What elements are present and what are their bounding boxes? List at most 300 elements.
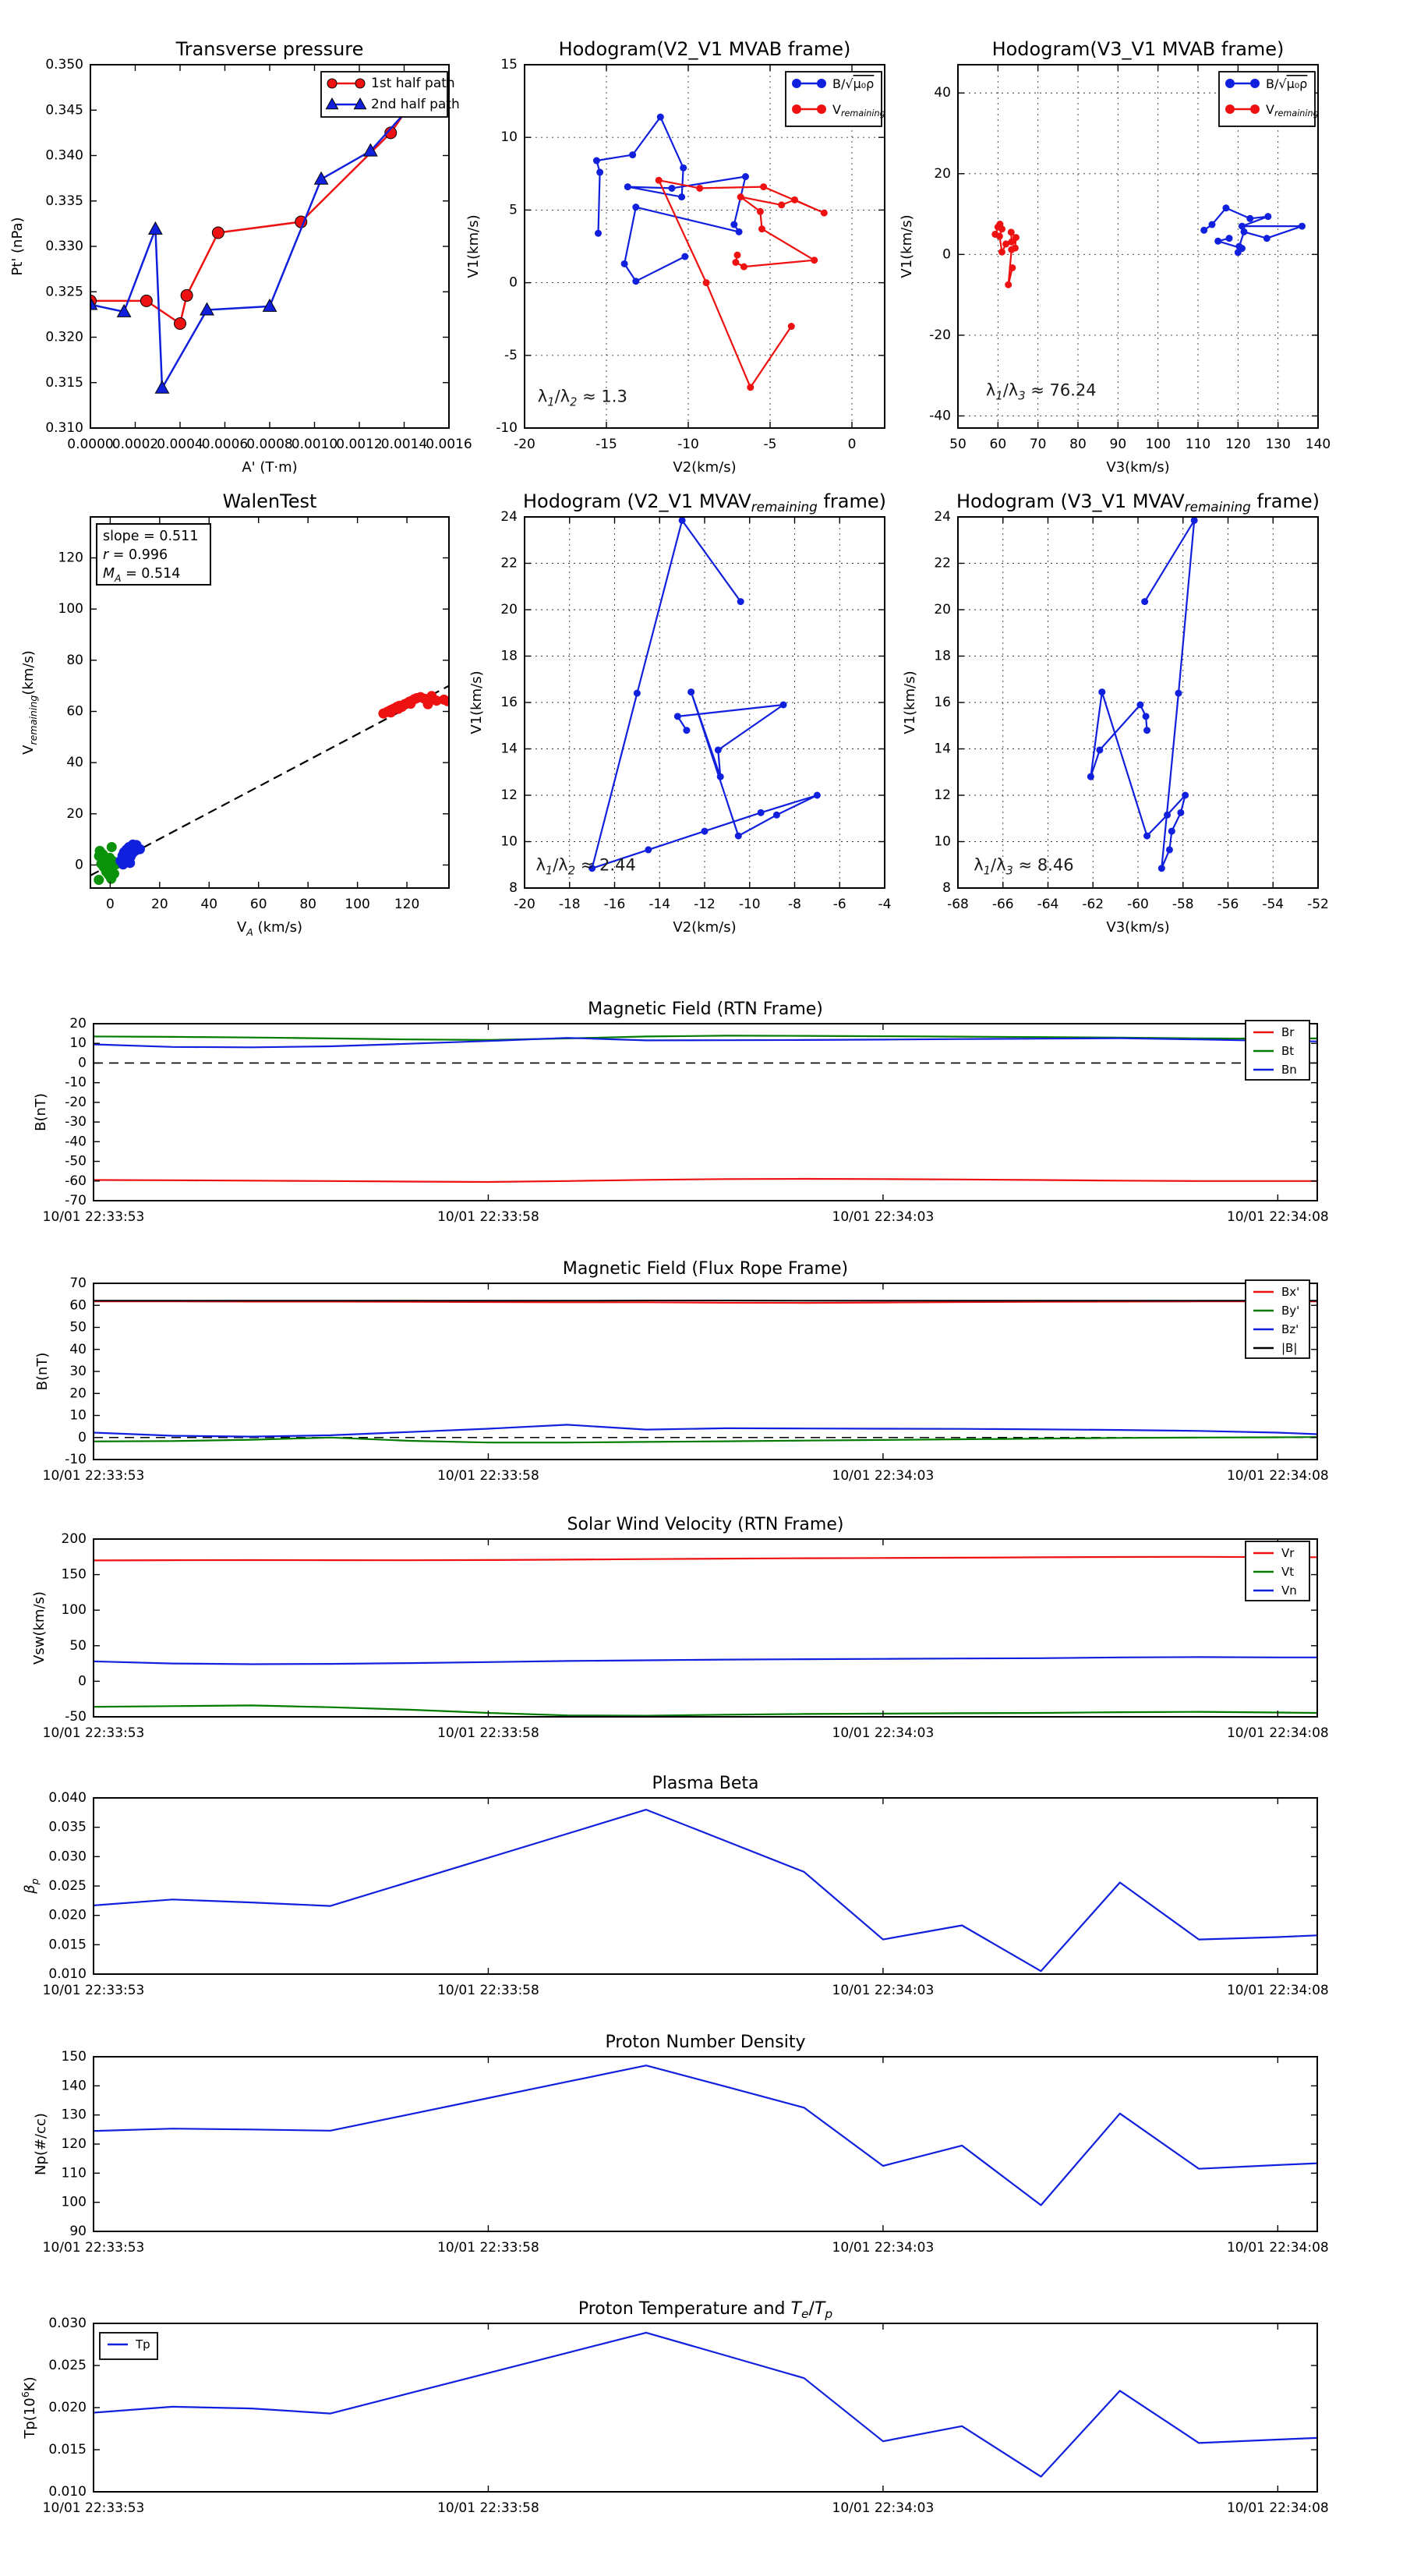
x-tick-label: -16	[604, 897, 626, 912]
x-tick-label: 100	[345, 897, 369, 912]
x-tick-label: -66	[992, 897, 1014, 912]
data-point-marker	[780, 701, 787, 708]
y-tick-label: 22	[500, 556, 518, 571]
y-tick-label: 0.320	[45, 330, 83, 345]
data-point-marker	[1175, 690, 1182, 697]
y-tick-label: 50	[69, 1320, 87, 1336]
series-layer	[94, 1557, 1317, 1716]
data-point-marker	[1136, 701, 1143, 708]
data-point-marker	[760, 183, 767, 190]
legend	[1246, 1541, 1309, 1601]
data-point-marker	[1087, 773, 1094, 780]
y-tick-label: -30	[65, 1114, 87, 1130]
data-point-marker	[778, 201, 785, 208]
data-point-marker	[742, 173, 749, 180]
data-point-marker	[634, 690, 641, 697]
data-point-marker	[674, 713, 681, 720]
y-tick-label: 0.325	[45, 284, 83, 299]
y-tick-label: 12	[500, 787, 518, 803]
x-tick-label: -6	[833, 897, 846, 912]
chart-title: Solar Wind Velocity (RTN Frame)	[567, 1515, 844, 1534]
y-tick-label: 40	[69, 1342, 87, 1357]
data-point-marker	[1263, 235, 1270, 242]
stats-line: slope = 0.511	[103, 529, 198, 544]
y-tick-label: 18	[934, 649, 951, 664]
x-tick-label: 60	[250, 897, 267, 912]
series-layer	[83, 104, 412, 393]
y-tick-label: -60	[65, 1173, 87, 1189]
data-point-marker	[817, 104, 826, 114]
x-tick-label: 10/01 22:34:08	[1227, 1209, 1329, 1225]
x-tick-label: -56	[1217, 897, 1239, 912]
chart-plasma-beta	[22, 1774, 1329, 1998]
data-point-marker	[1208, 221, 1215, 228]
legend-label: Br	[1281, 1025, 1295, 1039]
x-tick-label: 120	[394, 897, 419, 912]
y-tick-label: -70	[65, 1193, 87, 1208]
y-tick-label: -20	[65, 1095, 87, 1110]
data-point-marker	[1005, 281, 1012, 288]
x-tick-label: 0.0006	[202, 437, 248, 452]
ticks	[94, 1283, 1317, 1460]
y-tick-label: -40	[65, 1134, 87, 1149]
data-point-marker	[1164, 812, 1171, 819]
x-tick-label: 0.0012	[336, 437, 382, 452]
x-tick-label: 0.0016	[426, 437, 472, 452]
y-tick-label: 0	[942, 246, 951, 262]
data-point-marker	[730, 221, 737, 228]
series-2nd-half-path	[83, 104, 412, 393]
y-tick-label: 15	[500, 57, 518, 73]
chart-title: Proton Temperature and $T_e/T_p$	[578, 2299, 832, 2321]
data-point-marker	[1222, 204, 1229, 211]
y-tick-label: 130	[62, 2107, 87, 2123]
x-tick-label: 60	[990, 437, 1007, 452]
x-tick-label: 0.0004	[157, 437, 203, 452]
data-point-marker	[998, 225, 1005, 232]
y-tick-label: 0	[75, 857, 83, 872]
y-tick-label: 0.350	[45, 57, 83, 73]
x-axis-label: V3(km/s)	[1106, 459, 1169, 476]
y-tick-label: 100	[58, 601, 83, 617]
series-B-hodogram	[1200, 204, 1306, 256]
y-tick-label: 0.015	[48, 1937, 87, 1952]
chart-hodogram-v3v1-mvav	[902, 490, 1329, 936]
y-tick-label: -10	[65, 1452, 87, 1467]
y-tick-label: 20	[69, 1385, 87, 1401]
data-point-marker	[629, 151, 636, 158]
data-point-marker	[737, 598, 744, 605]
x-tick-label: 50	[949, 437, 967, 452]
data-point-marker	[1246, 215, 1253, 222]
data-point-marker	[811, 257, 818, 264]
x-tick-label: -4	[878, 897, 892, 912]
data-point-marker	[791, 196, 798, 203]
x-tick-label: -18	[559, 897, 581, 912]
data-point-marker	[393, 704, 403, 714]
y-tick-label: 10	[69, 1408, 87, 1424]
x-axis-label: A' (T·m)	[242, 459, 297, 476]
y-axis-label: $\beta_p$	[22, 1878, 41, 1895]
data-point-marker	[149, 222, 162, 234]
x-tick-label: 120	[1225, 437, 1250, 452]
y-tick-label: 0.030	[48, 1849, 87, 1864]
x-tick-label: -5	[764, 437, 777, 452]
data-point-marker	[140, 295, 152, 306]
legend	[1246, 1280, 1309, 1358]
x-axis-label: V2(km/s)	[673, 919, 736, 936]
data-point-marker	[1098, 688, 1105, 695]
series-Bx-prime	[94, 1301, 1317, 1303]
x-tick-label: 10/01 22:34:08	[1227, 2500, 1329, 2516]
x-axis-label: $V_A$ (km/s)	[237, 919, 302, 938]
data-point-marker	[1225, 79, 1235, 88]
axes-frame	[94, 1539, 1317, 1717]
data-point-marker	[132, 840, 142, 850]
y-tick-label: 5	[509, 202, 518, 218]
series-Vn	[94, 1657, 1317, 1664]
x-tick-label: 10/01 22:33:53	[43, 1983, 145, 1998]
data-point-marker	[732, 259, 739, 266]
chart-title: Hodogram(V2_V1 MVAB frame)	[559, 38, 851, 60]
y-tick-label: 0.330	[45, 239, 83, 254]
data-point-marker	[996, 233, 1003, 240]
axes-frame	[94, 2323, 1317, 2492]
x-tick-label: -20	[514, 437, 535, 452]
y-axis-label: Vsw(km/s)	[31, 1591, 48, 1665]
chart-title: WalenTest	[223, 490, 317, 512]
lambda-annotation: $\lambda_1/\lambda_3 \approx 76.24$	[986, 381, 1097, 403]
chart-title: Magnetic Field (Flux Rope Frame)	[563, 1259, 848, 1279]
x-tick-label: 0.0014	[381, 437, 427, 452]
x-tick-label: 10/01 22:34:08	[1227, 1983, 1329, 1998]
axes-frame	[94, 1798, 1317, 1974]
legend-label: $V_{remaining}$	[832, 102, 885, 119]
y-tick-label: 18	[500, 649, 518, 664]
data-point-marker	[1264, 213, 1271, 220]
series-layer	[94, 1035, 1317, 1182]
x-tick-label: 10/01 22:34:08	[1227, 2240, 1329, 2256]
stats-line: $M_A = 0.514$	[103, 566, 180, 584]
data-point-marker	[443, 696, 453, 706]
data-point-marker	[736, 228, 743, 235]
ticks	[94, 1539, 1317, 1717]
series-layer	[94, 2333, 1317, 2477]
data-point-marker	[1299, 223, 1306, 230]
x-tick-label: 10/01 22:34:03	[832, 1209, 935, 1225]
x-tick-label: -20	[514, 897, 535, 912]
data-point-marker	[175, 318, 186, 330]
series-Np	[94, 2065, 1317, 2205]
y-tick-label: -40	[929, 408, 951, 423]
x-tick-label: 10/01 22:33:58	[437, 1725, 539, 1741]
y-tick-label: 150	[62, 2049, 87, 2065]
y-tick-label: 200	[62, 1531, 87, 1547]
legend-label: Tp	[135, 2337, 150, 2351]
y-tick-label: 20	[66, 806, 83, 822]
x-tick-label: 70	[1030, 437, 1047, 452]
data-point-marker	[1182, 792, 1189, 799]
data-point-marker	[621, 260, 628, 267]
data-point-marker	[656, 177, 663, 184]
data-point-marker	[681, 253, 688, 260]
y-tick-label: 0.335	[45, 193, 83, 209]
x-tick-label: -12	[694, 897, 716, 912]
chart-proton-number-density	[33, 2033, 1329, 2256]
y-tick-label: 0.310	[45, 420, 83, 436]
data-point-marker	[1250, 104, 1260, 114]
data-point-marker	[740, 264, 747, 271]
data-point-marker	[747, 384, 754, 391]
data-point-marker	[1191, 517, 1198, 524]
y-tick-label: 20	[69, 1016, 87, 1031]
x-tick-label: -62	[1082, 897, 1104, 912]
lambda-annotation: $\lambda_1/\lambda_2 \approx 1.3$	[538, 387, 627, 409]
y-tick-label: 100	[62, 1602, 87, 1618]
legend-label: Bz'	[1281, 1322, 1299, 1336]
y-axis-label: V1(km/s)	[468, 671, 485, 734]
series-beta-p	[94, 1810, 1317, 1971]
y-tick-label: 80	[66, 653, 83, 668]
y-tick-label: 20	[934, 602, 951, 617]
series-V-remaining-hodogram	[991, 221, 1020, 288]
data-point-marker	[1177, 809, 1184, 816]
y-axis-label: $V_{remaining}(km/s)$	[20, 650, 39, 755]
series-1st-half-path	[85, 104, 412, 330]
x-tick-label: 10/01 22:34:03	[832, 1468, 935, 1484]
data-point-marker	[757, 208, 764, 215]
chart-title: Transverse pressure	[175, 38, 364, 60]
y-tick-label: 0.035	[48, 1820, 87, 1835]
y-tick-label: 14	[500, 741, 518, 757]
data-point-marker	[118, 859, 128, 869]
series-layer	[991, 204, 1306, 288]
x-tick-label: 80	[299, 897, 316, 912]
series-layer	[593, 114, 828, 391]
x-tick-label: 0.0000	[67, 437, 113, 452]
data-point-marker	[758, 225, 765, 232]
data-point-marker	[678, 193, 685, 200]
chart-magnetic-field-rtn	[33, 1000, 1329, 1225]
y-tick-label: 150	[62, 1567, 87, 1583]
legend-label: B/√μ₀ρ	[1266, 76, 1307, 91]
data-point-marker	[596, 168, 603, 175]
legend-label: $V_{remaining}$	[1266, 102, 1319, 119]
data-point-marker	[1008, 246, 1015, 253]
chart-title: Magnetic Field (RTN Frame)	[588, 1000, 823, 1019]
data-point-marker	[1239, 245, 1246, 252]
x-tick-label: 0.0010	[292, 437, 337, 452]
data-point-marker	[1141, 598, 1148, 605]
series-Vr	[94, 1557, 1317, 1561]
x-tick-label: 10/01 22:33:53	[43, 1468, 145, 1484]
data-point-marker	[632, 278, 639, 285]
data-point-marker	[327, 79, 337, 88]
data-point-marker	[107, 842, 117, 852]
chart-title: Hodogram (V3_V1 $MVAV_{remaining}$ frame)	[956, 490, 1320, 515]
x-tick-label: -64	[1037, 897, 1059, 912]
legend	[786, 72, 885, 126]
x-tick-label: 110	[1186, 437, 1210, 452]
y-tick-label: 120	[62, 2136, 87, 2152]
series-layer	[94, 1300, 1317, 1442]
x-tick-label: 0	[848, 437, 857, 452]
x-tick-label: 10/01 22:34:08	[1227, 1468, 1329, 1484]
y-tick-label: 110	[62, 2165, 87, 2181]
legend-label: 2nd half path	[371, 97, 460, 112]
data-point-marker	[593, 157, 600, 165]
y-axis-label: B(nT)	[34, 1353, 51, 1391]
data-point-marker	[669, 185, 676, 192]
data-point-marker	[624, 183, 631, 190]
data-point-marker	[1096, 746, 1103, 753]
y-tick-label: 0	[78, 1673, 87, 1689]
series-layer	[94, 2065, 1317, 2205]
data-point-marker	[657, 114, 664, 121]
y-tick-label: 40	[66, 755, 83, 770]
y-tick-label: 140	[62, 2078, 87, 2093]
x-tick-label: 0.0002	[112, 437, 158, 452]
x-tick-label: 0.0008	[246, 437, 292, 452]
ticks	[94, 2057, 1317, 2231]
x-tick-label: 10/01 22:33:58	[437, 1209, 539, 1225]
legend-label: Bx'	[1281, 1285, 1299, 1299]
data-point-marker	[788, 323, 795, 330]
y-axis-label: Np(#/cc)	[33, 2113, 49, 2175]
y-tick-label: 0.040	[48, 1790, 87, 1806]
chart-hodogram-v2v1-mvab	[465, 38, 885, 476]
y-tick-label: 90	[69, 2224, 87, 2239]
legend	[100, 2333, 157, 2359]
chart-title: Plasma Beta	[652, 1774, 759, 1793]
y-tick-label: 0.010	[48, 1966, 87, 1982]
x-tick-label: 10/01 22:34:03	[832, 2240, 935, 2256]
data-point-marker	[355, 79, 365, 88]
data-point-marker	[717, 773, 724, 780]
y-tick-label: -20	[929, 327, 951, 343]
x-axis-label: V3(km/s)	[1106, 919, 1169, 936]
chart-hodogram-v3v1-mvab	[899, 38, 1331, 476]
data-point-marker	[263, 299, 276, 311]
axes-frame	[94, 1024, 1317, 1201]
x-tick-label: -54	[1262, 897, 1284, 912]
data-point-marker	[792, 104, 801, 114]
data-point-marker	[94, 875, 104, 885]
x-tick-label: 130	[1265, 437, 1290, 452]
legend-label: Vr	[1281, 1546, 1295, 1560]
y-axis-label: V1(km/s)	[465, 214, 482, 278]
x-tick-label: 40	[200, 897, 217, 912]
x-tick-label: 10/01 22:33:58	[437, 1983, 539, 1998]
chart-solar-wind-velocity	[31, 1515, 1329, 1741]
y-tick-label: 16	[934, 695, 951, 710]
chart-title: Hodogram(V3_V1 MVAB frame)	[992, 38, 1285, 60]
ticks	[90, 65, 449, 428]
y-tick-label: 70	[69, 1276, 87, 1291]
data-point-marker	[632, 203, 639, 211]
y-tick-label: 0.015	[48, 2442, 87, 2457]
series-Br	[94, 1179, 1317, 1182]
legend-label: By'	[1281, 1304, 1299, 1318]
y-tick-label: 10	[69, 1035, 87, 1051]
ticks	[94, 2323, 1317, 2492]
data-point-marker	[715, 746, 722, 753]
x-tick-label: 20	[151, 897, 168, 912]
data-point-marker	[821, 210, 828, 217]
x-tick-label: -15	[595, 437, 617, 452]
y-tick-label: -10	[496, 420, 518, 436]
data-point-marker	[1250, 79, 1260, 88]
series-Bz-prime	[94, 1424, 1317, 1436]
x-tick-label: 10/01 22:33:53	[43, 1209, 145, 1225]
y-tick-label: 0	[78, 1055, 87, 1070]
legend-label: Vt	[1281, 1565, 1294, 1579]
legend-label: B/√μ₀ρ	[832, 76, 874, 91]
y-tick-label: 22	[934, 556, 951, 571]
x-tick-label: 90	[1110, 437, 1127, 452]
data-point-marker	[1168, 828, 1175, 835]
data-point-marker	[109, 869, 119, 879]
chart-walen-test	[20, 490, 453, 938]
y-tick-label: 24	[500, 509, 518, 525]
data-point-marker	[1009, 264, 1016, 271]
x-tick-label: -10	[677, 437, 699, 452]
y-tick-label: 0.340	[45, 148, 83, 164]
y-tick-label: 16	[500, 695, 518, 710]
data-point-marker	[758, 809, 765, 816]
y-tick-label: 50	[69, 1638, 87, 1654]
legend-label: Bt	[1281, 1044, 1294, 1058]
x-tick-label: -8	[788, 897, 801, 912]
data-point-marker	[702, 828, 709, 835]
data-point-marker	[155, 381, 168, 393]
data-point-marker	[687, 688, 694, 695]
data-point-marker	[735, 833, 742, 840]
axes-frame	[90, 65, 449, 428]
y-axis-label: V1(km/s)	[899, 214, 915, 278]
y-tick-label: 12	[934, 787, 951, 803]
x-tick-label: -14	[648, 897, 670, 912]
y-tick-label: 40	[934, 85, 951, 101]
ticks	[94, 1024, 1317, 1201]
ticks	[94, 1798, 1317, 1974]
x-tick-label: 80	[1069, 437, 1087, 452]
lambda-annotation: $\lambda_1/\lambda_3 \approx 8.46$	[974, 856, 1073, 878]
legend-label: 1st half path	[371, 76, 455, 91]
y-tick-label: -50	[65, 1709, 87, 1725]
x-tick-label: -58	[1172, 897, 1194, 912]
data-point-marker	[212, 227, 224, 239]
y-tick-label: 0.030	[48, 2316, 87, 2331]
y-tick-label: 20	[500, 602, 518, 617]
data-point-marker	[1166, 846, 1173, 853]
y-tick-label: 24	[934, 509, 951, 525]
y-tick-label: -10	[65, 1075, 87, 1091]
legend-label: |B|	[1281, 1341, 1297, 1355]
legend	[321, 72, 460, 117]
data-point-marker	[1241, 228, 1248, 235]
y-tick-label: 120	[58, 550, 83, 566]
series-V-hodogram	[1087, 517, 1198, 872]
data-point-marker	[645, 846, 652, 853]
y-tick-label: 0.010	[48, 2484, 87, 2500]
x-tick-label: 10/01 22:33:53	[43, 2500, 145, 2516]
x-tick-label: 10/01 22:33:53	[43, 2240, 145, 2256]
data-point-marker	[734, 252, 741, 259]
lambda-annotation: $\lambda_1/\lambda_2 \approx 2.44$	[535, 856, 635, 878]
x-tick-label: 10/01 22:33:58	[437, 2240, 539, 2256]
series-layer	[94, 1810, 1317, 1971]
